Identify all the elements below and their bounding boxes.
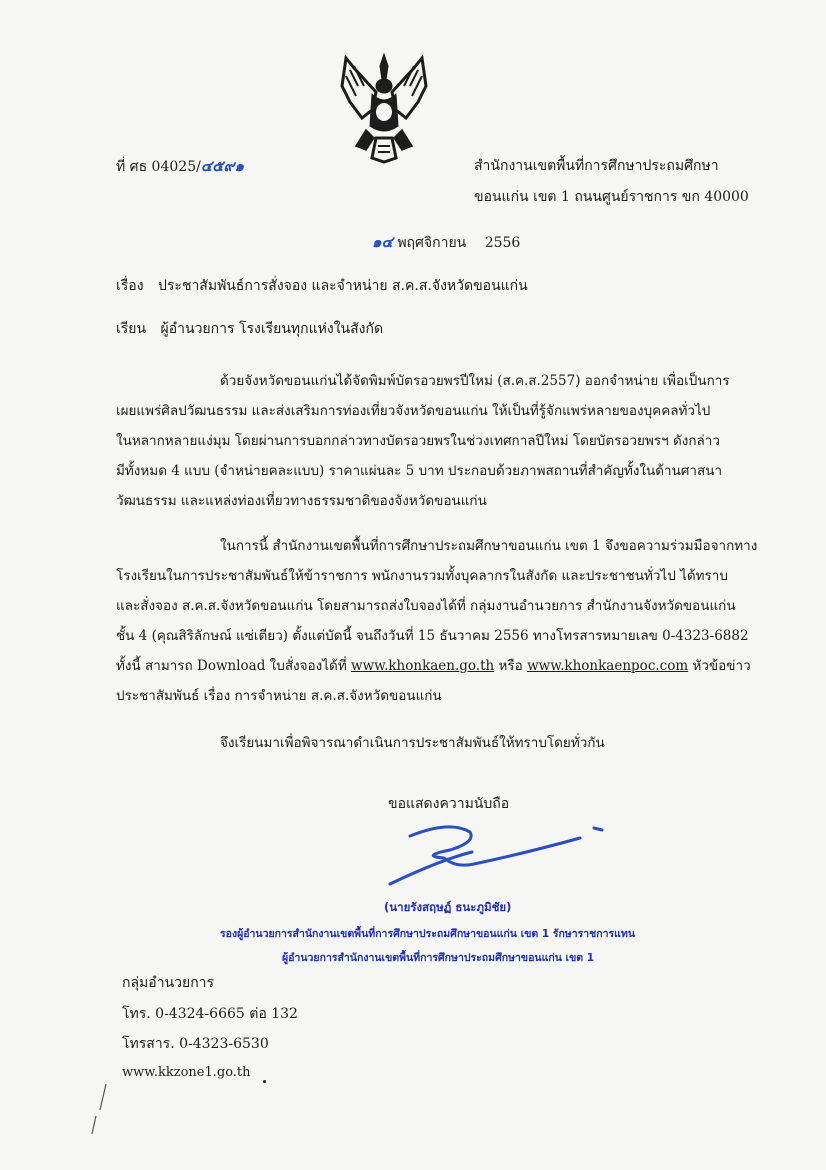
- paragraph2-line-2: โรงเรียนในการประชาสัมพันธ์ให้ข้าราชการ พนักงานรวมทั้งบุคลากรในสังกัด และประชาชนทั่วไป ได้ทราบ: [116, 568, 728, 584]
- footer-web: www.kkzone1.go.th: [122, 1065, 251, 1080]
- addressee-label: เรียน: [116, 321, 147, 337]
- paragraph2-line-4: ชั้น 4 (คุณสิริลักษณ์ แซ่เตียว) ตั้งแต่บัดนี้ จนถึงวันที่ 15 ธันวาคม 2556 ทางโทรสารหมายเลข 0-4323-6882: [116, 628, 749, 644]
- paragraph2-line-6: ประชาสัมพันธ์ เรื่อง การจำหน่าย ส.ค.ส.จังหวัดขอนแก่น: [116, 688, 442, 704]
- subject-text: ประชาสัมพันธ์การสั่งจอง และจำหน่าย ส.ค.ส.จังหวัดขอนแก่น: [158, 278, 528, 294]
- paragraph2-line-3: และสั่งจอง ส.ค.ส.จังหวัดขอนแก่น โดยสามารถส่งใบจองได้ที่ กลุ่มงานอำนวยการ สำนักงานจังหวัดขอนแก่น: [116, 598, 736, 614]
- khonkaenpoc-link[interactable]: www.khonkaenpoc.com: [527, 658, 689, 674]
- dot-mark: [263, 1080, 266, 1083]
- footer-fax: โทรสาร. 0-4323-6530: [122, 1036, 269, 1052]
- reference-number: [116, 157, 244, 176]
- paragraph1-line-1: ด้วยจังหวัดขอนแก่นได้จัดพิมพ์บัตรอวยพรปีใหม่ (ส.ค.ส.2557) ออกจำหน่าย เพื่อเป็นการ: [220, 373, 730, 389]
- closing-request: จึงเรียนมาเพื่อพิจารณาดำเนินการประชาสัมพันธ์ให้ทราบโดยทั่วกัน: [220, 735, 605, 751]
- date-month: พฤศจิกายน: [397, 235, 467, 251]
- date-year: 2556: [484, 235, 521, 251]
- valediction: ขอแสดงความนับถือ: [388, 796, 510, 812]
- paragraph1-line-4: มีทั้งหมด 4 แบบ (จำหน่ายคละแบบ) ราคาแผ่นละ 5 บาท ประกอบด้วยภาพสถานที่สำคัญทั้งในด้านศาสนา: [116, 463, 723, 479]
- date-day-handwritten: ๑๔: [372, 233, 393, 251]
- subject-line: [116, 277, 528, 295]
- footer-phone: โทร. 0-4324-6665 ต่อ 132: [122, 1006, 298, 1022]
- signature-mark: [380, 818, 610, 890]
- or-text: หรือ: [498, 658, 523, 674]
- sender-line-1: สำนักงานเขตพื้นที่การศึกษาประถมศึกษา: [474, 158, 719, 174]
- news-topic-text: หัวข้อข่าว: [692, 658, 751, 674]
- garuda-emblem-icon: [336, 46, 432, 164]
- addressee-text: ผู้อำนวยการ โรงเรียนทุกแห่งในสังกัด: [160, 321, 384, 337]
- paragraph1-line-2: เผยแพร่ศิลปวัฒนธรรม และส่งเสริมการท่องเที่ยวจังหวัดขอนแก่น ให้เป็นที่รู้จักแพร่หลายของบุคคลทั่วไป: [116, 403, 711, 419]
- signatory-name: (นายรังสฤษฏ์ ธนะภูมิชัย): [384, 900, 512, 914]
- download-text: ทั้งนี้ สามารถ Download ใบสั่งจองได้ที่: [116, 658, 347, 674]
- khonkaen-link[interactable]: www.khonkaen.go.th: [351, 658, 495, 674]
- paragraph1-line-3: ในหลากหลายแง่มุม โดยผ่านการบอกกล่าวทางบัตรอวยพรในช่วงเทศกาลปีใหม่ โดยบัตรอวยพรฯ ดังกล่าว: [116, 433, 720, 449]
- footer-unit: กลุ่มอำนวยการ: [122, 975, 215, 991]
- paragraph2-line-5: [116, 657, 751, 675]
- subject-label: เรื่อง: [116, 278, 144, 294]
- paragraph1-line-5: วัฒนธรรม และแหล่งท่องเที่ยวทางธรรมชาติของจังหวัดขอนแก่น: [116, 493, 487, 509]
- paragraph2-line-1: ในการนี้ สำนักงานเขตพื้นที่การศึกษาประถมศึกษาขอนแก่น เขต 1 จึงขอความร่วมมือจากทาง: [220, 538, 758, 554]
- margin-pen-mark: [84, 1080, 114, 1140]
- letter-date: [372, 233, 520, 252]
- addressee-line: [116, 320, 383, 338]
- signatory-title-1: รองผู้อำนวยการสำนักงานเขตพื้นที่การศึกษาประถมศึกษาขอนแก่น เขต 1 รักษาราชการแทน: [220, 928, 636, 940]
- signatory-title-2: ผู้อำนวยการสำนักงานเขตพื้นที่การศึกษาประถมศึกษาขอนแก่น เขต 1: [282, 952, 595, 964]
- reference-prefix: ที่ ศธ 04025/: [116, 159, 201, 175]
- reference-number-handwritten: ๔๕๙๑: [200, 157, 245, 175]
- sender-line-2: ขอนแก่น เขต 1 ถนนศูนย์ราชการ ขก 40000: [474, 189, 749, 205]
